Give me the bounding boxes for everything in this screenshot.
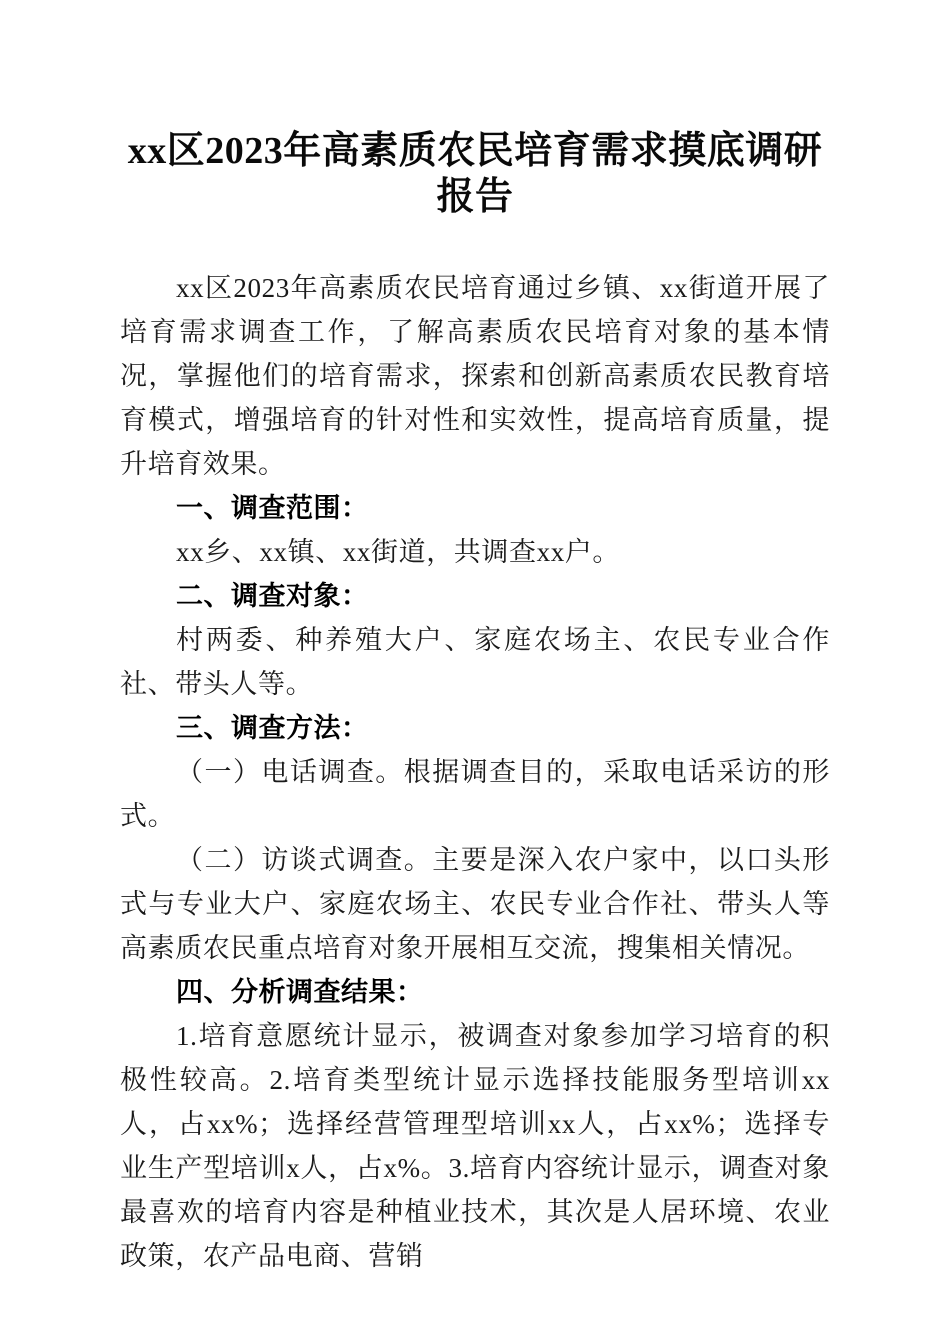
method-item-interview-survey: （二）访谈式调查。主要是深入农户家中，以口头形式与专业大户、家庭农场主、农民专业合作社、带头人等高素质农民重点培育对象开展相互交流，搜集相关情况。 (120, 845, 830, 963)
page-title: xx区2023年高素质农民培育需求摸底调研报告 (127, 130, 823, 218)
section-body-results: 1.培育意愿统计显示，被调查对象参加学习培育的积极性较高。2.培育类型统计显示选择技能服务型培训xx人，占xx%；选择经营管理型培训xx人，占xx%；选择专业生产型培训x人，占x%。3.培育内容统计显示，调查对象最喜欢的培育内容是种植业技术，其次是人居环境、农业政策，农产品电商、营销 (120, 1021, 830, 1271)
section-heading-results: 四、分析调查结果： (176, 977, 424, 1007)
intro-paragraph: xx区2023年高素质农民培育通过乡镇、xx街道开展了培育需求调查工作，了解高素质农民培育对象的基本情况，掌握他们的培育需求，探索和创新高素质农民教育培育模式，增强培育的针对性和实效性，提高培育质量，提升培育效果。 (120, 273, 830, 479)
method-item-phone-survey: （一）电话调查。根据调查目的，采取电话采访的形式。 (120, 757, 830, 831)
document-body (120, 266, 830, 1278)
document-content (120, 0, 830, 1278)
section-heading-methods: 三、调查方法： (176, 713, 369, 743)
section-body-scope: xx乡、xx镇、xx街道，共调查xx户。 (176, 537, 620, 567)
section-heading-subjects: 二、调查对象： (176, 581, 369, 611)
section-heading-scope: 一、调查范围： (176, 493, 369, 523)
section-body-subjects: 村两委、种养殖大户、家庭农场主、农民专业合作社、带头人等。 (120, 625, 830, 699)
